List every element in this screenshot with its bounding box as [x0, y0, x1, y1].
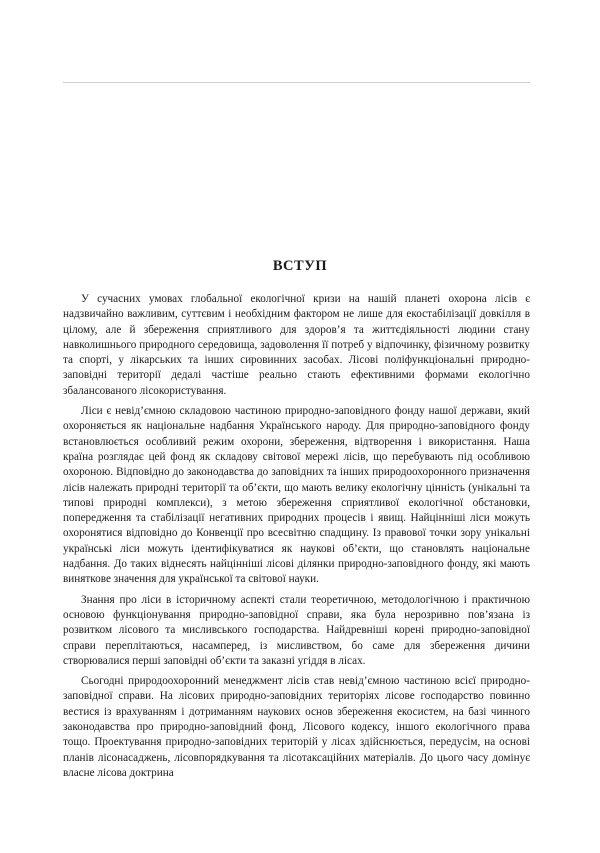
paragraph-3: Знання про ліси в історичному аспекті стали теоретичною, методологічною і практичною основою функціонування природно-заповідної справи, яка була нерозривно пов’язана із розвитком лісового та мисливського господарства. Найдревніші корені природно-заповідної справи переплітаються, насамперед, із мисливством, бо саме для збереження дичини створювалися перші заповідні об’єкти та заказні угіддя в лісах. [63, 593, 530, 667]
header-rule [63, 82, 530, 83]
body-text [63, 292, 530, 786]
paragraph-1: У сучасних умовах глобальної екологічної кризи на нашій планеті охорона лісів є надзвичайно важливим, суттєвим і необхідним фактором не лише для екостабілізації довкілля в цілому, але й збереження сприятливого для здоров’я та життєдіяльності людини стану навколишнього природного середовища, задоволення її потреб у відпочинку, фізичному розвитку та спорті, у лікарських та інших сировинних засобах. Лісові поліфункціональні природно-заповідні території дедалі частіше реально стають ефективними формами екологічно збалансованого лісокористування. [63, 293, 530, 397]
chapter-title: ВСТУП [272, 258, 328, 274]
paragraph-4: Сьогодні природоохоронний менеджмент лісів став невід’ємною частиною всієї природно-заповідної справи. На лісових природно-заповідних територіях лісове господарство повинно вестися із врахуванням і дотриманням наукових основ збереження екосистем, на базі чинного законодавства про природно-заповідний фонд, Лісового кодексу, іншого екологічного права тощо. Проектування природно-заповідних територій у лісах здійснюється, передусім, на основі планів лісонасаджень, лісовпорядкування та лісотаксаційних матеріалів. До цього часу домінує власне лісова доктрина [63, 675, 530, 779]
paragraph-2: Ліси є невід’ємною складовою частиною природно-заповідного фонду нашої держави, який охороняється як національне надбання Українського народу. Для природно-заповідного фонду встановлюється особливий режим охорони, збереження, відтворення і використання. Наша країна розглядає цей фонд як складову світової мережі лісів, що перебувають під особливою охороною. Відповідно до законодавства до заповідних та інших природоохоронного призначення лісів належать природні території та об’єкти, що мають велику екологічну цінність (унікальні та типові природні комплекси), з метою збереження сприятливої екологічної обстановки, попередження та стабілізації негативних природних процесів і явищ. Найцінніші ліси можуть охоронятися відповідно до Конвенції про всесвітню спадщину. Із правової точки зору унікальні українські ліси можуть ідентифікуватися як наукові об’єкти, що становлять національне надбання. До таких віднесять найцінніші лісові ділянки природно-заповідного фонду, які мають виняткове значення для української та світової науки. [63, 405, 530, 586]
